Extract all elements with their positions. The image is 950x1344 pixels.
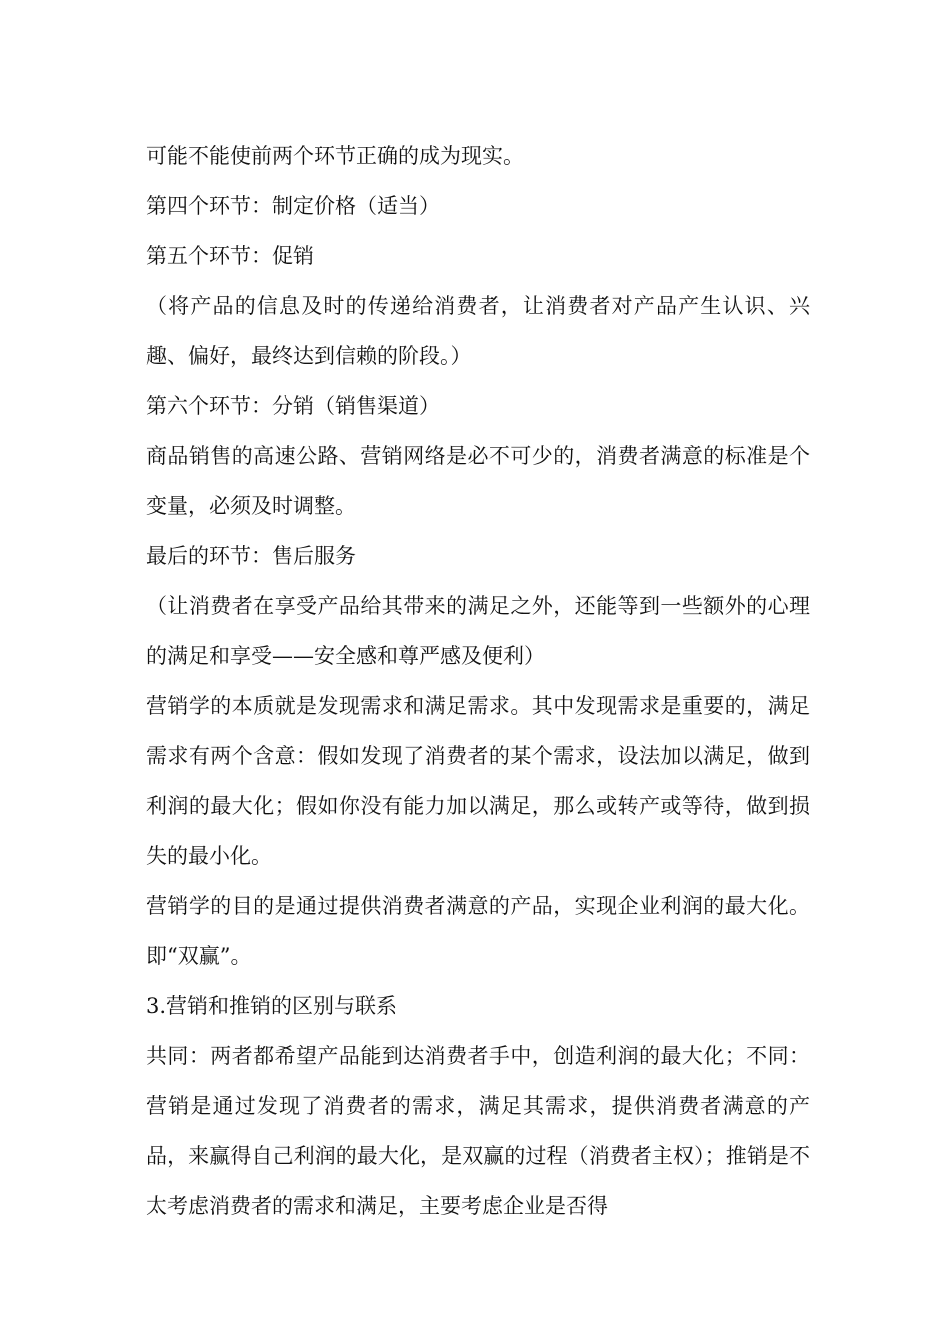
paragraph-step-five: 第五个环节：促销 (146, 244, 314, 268)
paragraph-step-four: 第四个环节：制定价格（适当） (146, 194, 440, 218)
section-heading: 3.营销和推销的区别与联系 (146, 994, 398, 1018)
paragraph-final-step: 最后的环节：售后服务 (146, 544, 356, 568)
paragraph-distribution-note: 商品销售的高速公路、营销网络是必不可少的，消费者满意的标准是个变量，必须及时调整。 (146, 444, 810, 518)
paragraph-service-note: （让消费者在享受产品给其带来的满足之外，还能等到一些额外的心理的满足和享受——安全感和尊严感及便利） (146, 594, 810, 668)
paragraph-marketing-essence: 营销学的本质就是发现需求和满足需求。其中发现需求是重要的，满足需求有两个含意：假如发现了消费者的某个需求，设法加以满足，做到利润的最大化；假如你没有能力加以满足，那么或转产或等待，做到损失的最小化。 (146, 694, 810, 868)
paragraph-promotion-note: （将产品的信息及时的传递给消费者，让消费者对产品产生认识、兴趣、偏好，最终达到信赖的阶段。） (146, 294, 810, 368)
paragraph-step-six: 第六个环节：分销（销售渠道） (146, 394, 440, 418)
paragraph-continuation: 可能不能使前两个环节正确的成为现实。 (146, 144, 524, 168)
document-body (146, 131, 810, 1231)
paragraph-comparison: 共同：两者都希望产品能到达消费者手中，创造利润的最大化；不同：营销是通过发现了消费者的需求，满足其需求，提供消费者满意的产品，来赢得自己利润的最大化，是双赢的过程（消费者主权）；推销是不太考虑消费者的需求和满足，主要考虑企业是否得 (146, 1044, 810, 1218)
paragraph-marketing-goal: 营销学的目的是通过提供消费者满意的产品，实现企业利润的最大化。即“双赢”。 (146, 894, 810, 968)
